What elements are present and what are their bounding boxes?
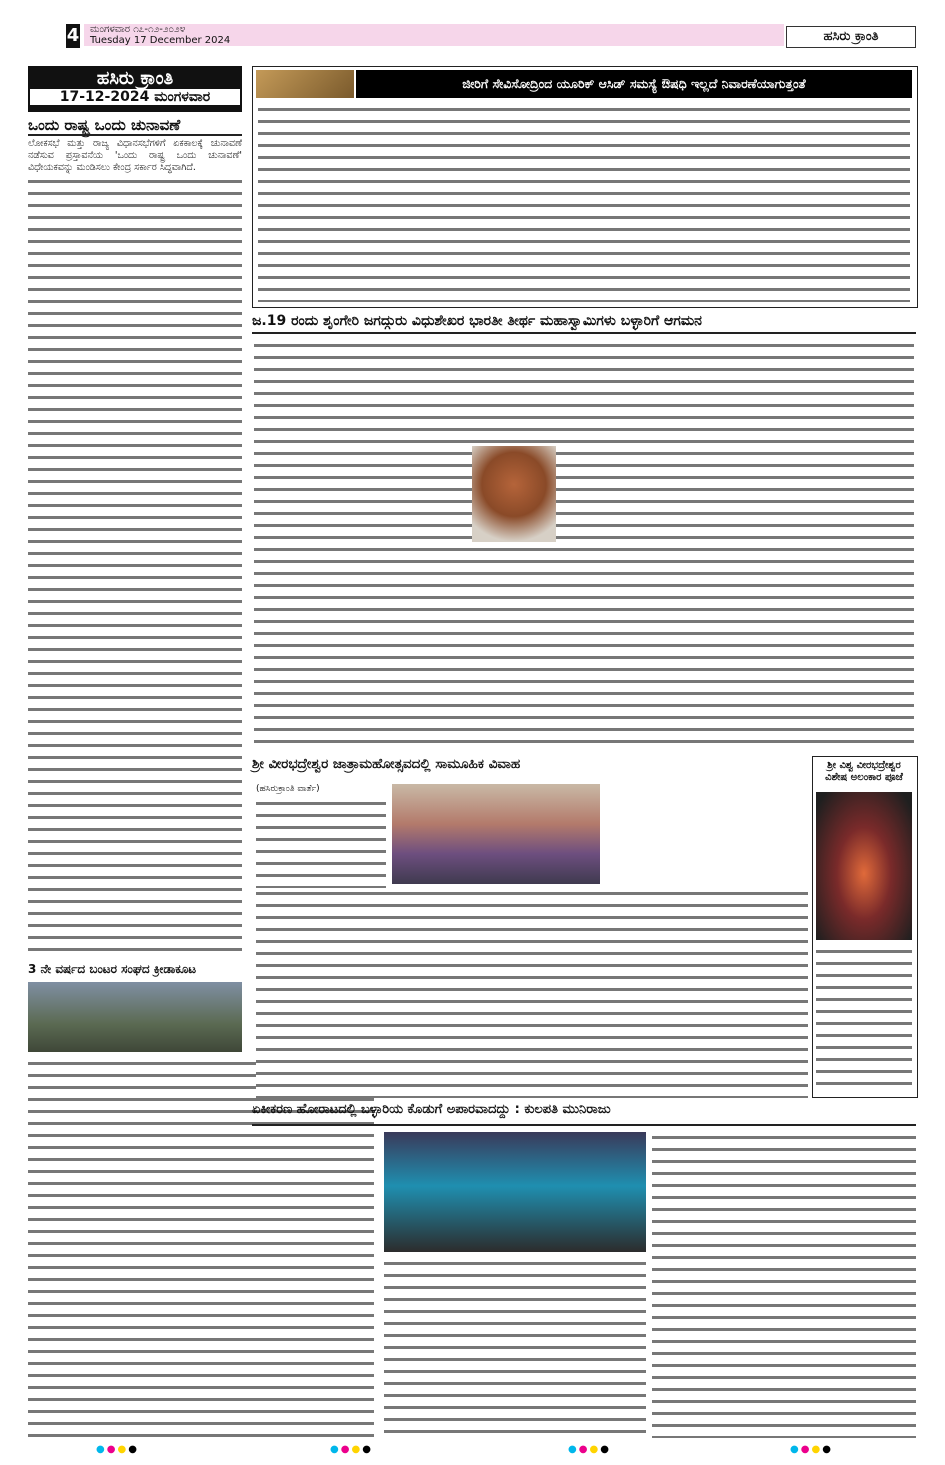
date-english: Tuesday 17 December 2024 [90,35,231,46]
registration-dots-center: ●●●● [330,1444,373,1455]
masthead-date: 17-12-2024 ಮಂಗಳವಾರ [30,89,240,105]
header-date [90,24,230,46]
deity-photo [816,792,912,940]
editorial-headline: ಒಂದು ರಾಷ್ಟ್ರ ಒಂದು ಚುನಾವಣೆ [28,116,181,134]
editorial-body [28,176,242,956]
ekikarana-body-3 [652,1132,916,1438]
wedding-photo [392,784,600,884]
ekikarana-rule [252,1124,916,1126]
veerabhadreshwara-byline: (ಹಸಿರುಕ್ರಾಂತಿ ವಾರ್ತೆ) [256,784,320,794]
editorial-intro: ಲೋಕಸಭೆ ಮತ್ತು ರಾಜ್ಯ ವಿಧಾನಸಭೆಗಳಿಗೆ ಏಕಕಾಲಕ್ಕೆ ಚುನಾವಣೆ ನಡೆಸುವ ಪ್ರಸ್ತಾವನೆಯ 'ಒಂದು ರಾಷ್ಟ್ರ ಒಂದು ಚುನಾವಣೆ' ವಿಧೇಯಕವನ್ನು ಮಂಡಿಸಲು ಕೇಂದ್ರ ಸರ್ಕಾರ ಸಿದ್ಧವಾಗಿದೆ. [28,138,242,174]
registration-dots-right: ●●●● [790,1444,833,1455]
header-brand: ಹಸಿರು ಕ್ರಾಂತಿ [786,26,916,48]
jeerige-headline: ಜೀರಿಗೆ ಸೇವಿಸೋದ್ರಿಂದ ಯೂರಿಕ್ ಆಸಿಡ್ ಸಮಸ್ಯೆ ಔಷಧಿ ಇಲ್ಲದೆ ನಿವಾರಣೆಯಾಗುತ್ತಂತೆ [356,70,912,98]
registration-dots-mid: ●●●● [568,1444,611,1455]
veerabhadreshwara-body-2 [256,888,808,1098]
masthead [28,66,242,112]
date-kannada: ಮಂಗಳವಾರ ೧೭-೧೨-೨೦೨೪ [90,24,186,35]
veerabhadreshwara-headline: ಶ್ರೀ ವೀರಭದ್ರೇಶ್ವರ ಜಾತ್ರಾಮಹೋತ್ಸವದಲ್ಲಿ ಸಾಮೂಹಿಕ ವಿವಾಹ [252,756,521,772]
sidebar-title: ಶ್ರೀ ವಿಶ್ವ ವೀರಭದ್ರೇಶ್ವರ ವಿಶೇಷ ಅಲಂಕಾರ ಪೂಜೆ [825,760,903,783]
jagadguru-body [254,340,914,750]
jagadguru-headline: ಜ.19 ರಂದು ಶೃಂಗೇರಿ ಜಗದ್ಗುರು ವಿಧುಶೇಖರ ಭಾರತೀ ತೀರ್ಥ ಮಹಾಸ್ವಾಮಿಗಳು ಬಳ್ಳಾರಿಗೆ ಆಗಮನ [252,313,702,329]
ekikarana-headline: ಏಕೀಕರಣ ಹೋರಾಟದಲ್ಲಿ ಬಳ್ಳಾರಿಯ ಕೊಡುಗೆ ಅಪಾರವಾದದ್ದು : ಕುಲಪತಿ ಮುನಿರಾಜು [252,1102,611,1117]
jagadguru-photo [472,446,556,542]
ekikarana-photo [384,1132,646,1252]
jeerige-body [258,104,910,302]
sidebar-body [816,946,912,1092]
ekikarana-body-2 [384,1258,646,1438]
bantara-headline: 3 ನೇ ವರ್ಷದ ಬಂಟರ ಸಂಘದ ಕ್ರೀಡಾಕೂಟ [28,962,197,976]
editorial-rule [28,134,242,136]
jagadguru-rule [252,332,916,334]
jeerige-image [256,70,354,98]
masthead-title: ಹಸಿರು ಕ್ರಾಂತಿ [96,68,174,89]
page-number: 4 [66,25,80,46]
registration-dots-left: ●●●● [96,1444,139,1455]
bantara-photo [28,982,242,1052]
veerabhadreshwara-body [256,798,386,894]
